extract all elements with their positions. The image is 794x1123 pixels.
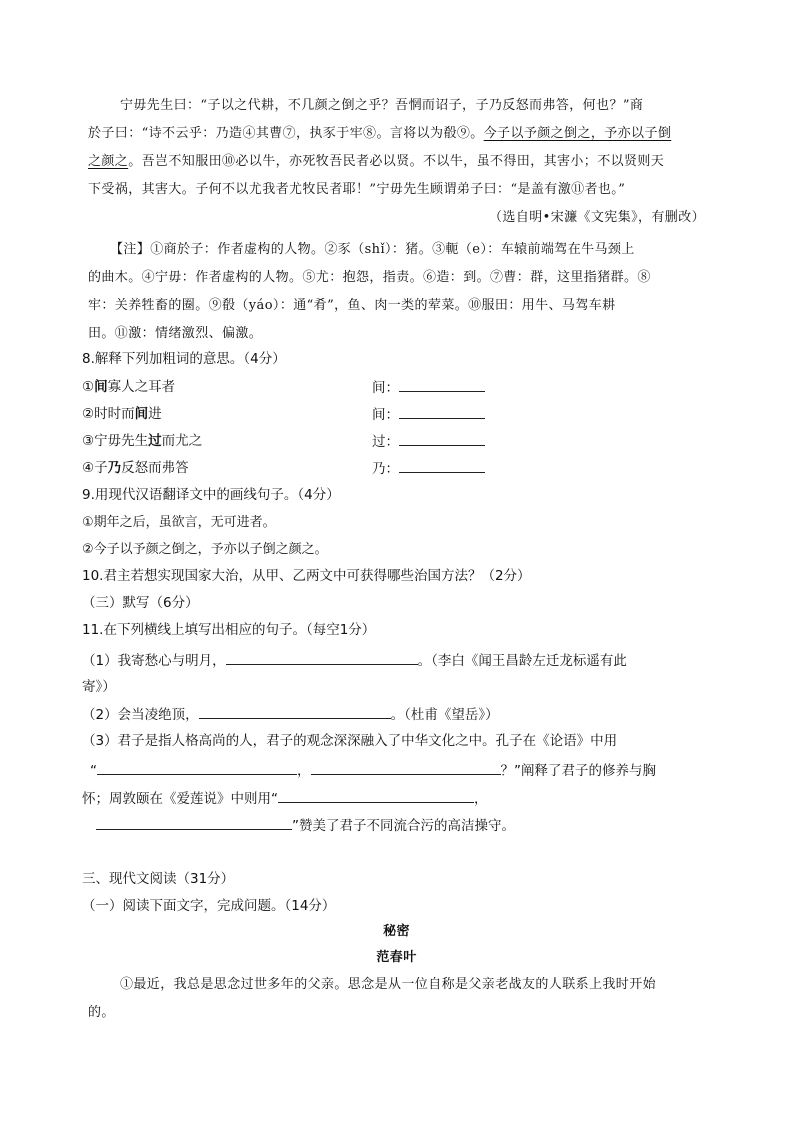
q8-answer-4-blank[interactable]: [399, 458, 485, 473]
notes-line-1: 【注】①商於子：作者虚构的人物。②豕（shǐ）：猪。③軛（e）：车辕前端驾在牛马颈上: [110, 242, 635, 257]
article-author: 范春叶: [376, 950, 417, 965]
q9-sentence-2: ②今子以予颜之倒之，予亦以子倒之颜之。: [82, 542, 328, 557]
passage-line-3: [88, 152, 664, 172]
q11-part-3-zhou: 怀；周敦颐在《爱莲说》中则用“: [82, 791, 278, 807]
q8-item-3: [82, 431, 202, 451]
q11-part-3-explain: ？”阐释了君子的修养与胸: [500, 763, 656, 779]
passage-line-4: [88, 180, 625, 200]
article-paragraph-1-cont: 的。: [88, 1005, 115, 1020]
q8-item-1-pre: ①: [82, 379, 95, 395]
passage-line-3-text: 。吾岂不知服田⑩必以牛，亦死牧吾民者必以贤。不以牛，虽不得田，其害小；不以贤则天: [128, 154, 665, 169]
passage-source: （选自明•宋濂《文宪集》，有删改）: [489, 210, 705, 225]
notes-line-4: 田。⑪激：情绪激烈、偏激。: [88, 326, 263, 341]
q8-item-3-pre: ③宁毋先生: [82, 433, 149, 449]
q8-answer-4-label: 乃：: [372, 461, 399, 477]
q11-part-3-line-1: （3）君子是指人格高尚的人，君子的观念深深融入了中华文化之中。孔子在《论语》中用: [82, 733, 618, 749]
q11-part-1-cont: 寄》）: [82, 679, 116, 695]
q8-answer-2-blank[interactable]: [399, 404, 485, 419]
question-10-title: 10.君主若想实现国家大治，从甲、乙两文中可获得哪些治国方法？（2分）: [82, 568, 531, 584]
q8-answer-3[interactable]: [372, 431, 485, 452]
q8-answer-2[interactable]: [372, 404, 485, 425]
q11-blank-1[interactable]: [226, 650, 418, 665]
section-dictation-title: （三）默写（6分）: [82, 595, 199, 611]
q11-part-3-ending: ”赞美了君子不同流合污的高洁操守。: [292, 818, 515, 834]
q11-blank-3[interactable]: [97, 760, 297, 775]
q8-item-1: [82, 377, 175, 397]
q8-item-4-post: 反怒而弗答: [121, 460, 189, 476]
passage-line-4-start: 下: [88, 182, 102, 197]
question-8-title: 8.解释下列加粗词的意思。（4分）: [82, 351, 286, 367]
q8-answer-1-blank[interactable]: [399, 377, 485, 392]
q8-answer-1[interactable]: [372, 377, 485, 398]
q8-answer-3-label: 过：: [372, 434, 399, 450]
part-3-subtitle: （一）阅读下面文字，完成问题。（14分）: [82, 898, 336, 914]
q8-item-2-bold: 间: [134, 406, 149, 422]
q8-item-1-post: 寡人之耳者: [107, 379, 176, 395]
passage-line-4-text: 受祸，其害大。子何不以尤我者尤牧民者耶！”宁毋先生顾谓弟子曰：“是盖有激⑪者也。”: [101, 182, 626, 197]
q8-answer-3-blank[interactable]: [399, 431, 485, 446]
underlined-sentence-part-1: 今子以予颜之倒之，予亦以子倒: [483, 126, 672, 141]
q11-blank-6[interactable]: [96, 815, 292, 830]
q11-part-1: [82, 650, 627, 671]
q8-item-2-pre: ②时时而: [82, 406, 135, 422]
underlined-sentence-part-2: 之颜之: [88, 154, 129, 169]
q11-part-2-source: 。（杜甫《望岳》）: [390, 707, 499, 723]
q8-item-3-post: 而尤之: [161, 433, 203, 449]
q11-blank-5[interactable]: [278, 788, 474, 803]
q8-answer-4[interactable]: [372, 458, 485, 479]
q11-comma-2: ，: [474, 791, 488, 807]
q11-part-3-line-4: [96, 815, 515, 836]
q8-item-3-bold: 过: [148, 433, 162, 449]
q8-answer-2-label: 间：: [372, 407, 399, 423]
passage-line-2: [88, 124, 671, 144]
question-11-title: 11.在下列横线上填写出相应的句子。（每空1分）: [82, 622, 376, 638]
q11-part-1-source: 。（李白《闻王昌龄左迁龙标遥有此: [417, 653, 627, 669]
question-9-title: 9.用现代汉语翻译文中的画线句子。（4分）: [82, 487, 340, 503]
q11-open-quote: “: [90, 763, 97, 779]
article-title: 秘密: [383, 924, 410, 939]
q8-item-2: [82, 404, 162, 424]
q11-comma-1: ，: [297, 763, 311, 779]
q9-sentence-1: ①期年之后，虽欲言，无可进者。: [82, 515, 276, 530]
passage-line-1: 宁毋先生曰：“子以之代耕，不几颜之倒之乎？吾惘而诏子，子乃反怒而弗答，何也？”商: [120, 98, 644, 113]
part-3-title: 三、现代文阅读（31分）: [82, 871, 235, 887]
q11-part-1-prompt: （1）我寄愁心与明月，: [82, 653, 226, 669]
q8-item-4: [82, 458, 189, 478]
q8-item-4-pre: ④子: [82, 460, 108, 476]
q11-part-2-prompt: （2）会当凌绝顶，: [82, 707, 199, 723]
notes-line-2: 的曲木。④宁毋：作者虚构的人物。⑤尤：抱怨，指责。⑥造：到。⑦曹：群，这里指猪群。⑧: [88, 270, 651, 285]
q11-part-3-line-2: [90, 760, 656, 781]
passage-line-2-text: 於子曰：“诗不云乎：乃造④其曹⑦，执豕于牢⑧。言将以为殽⑨。: [88, 126, 484, 141]
q8-answer-1-label: 间：: [372, 380, 399, 396]
q11-part-3-line-3: [82, 788, 488, 809]
q8-item-1-bold: 间: [94, 379, 108, 395]
notes-line-3: 牢：关养牲畜的圈。⑨殽（yáo）：通“肴”，鱼、肉一类的荤菜。⑩服田：用牛、马驾车耕: [88, 298, 616, 313]
q8-item-4-bold: 乃: [107, 460, 122, 476]
q11-blank-4[interactable]: [311, 760, 501, 775]
article-paragraph-1: ①最近，我总是思念过世多年的父亲。思念是从一位自称是父亲老战友的人联系上我时开始: [120, 977, 657, 992]
q11-part-2: [82, 704, 499, 725]
q11-blank-2[interactable]: [199, 704, 391, 719]
q8-item-2-post: 进: [148, 406, 162, 422]
